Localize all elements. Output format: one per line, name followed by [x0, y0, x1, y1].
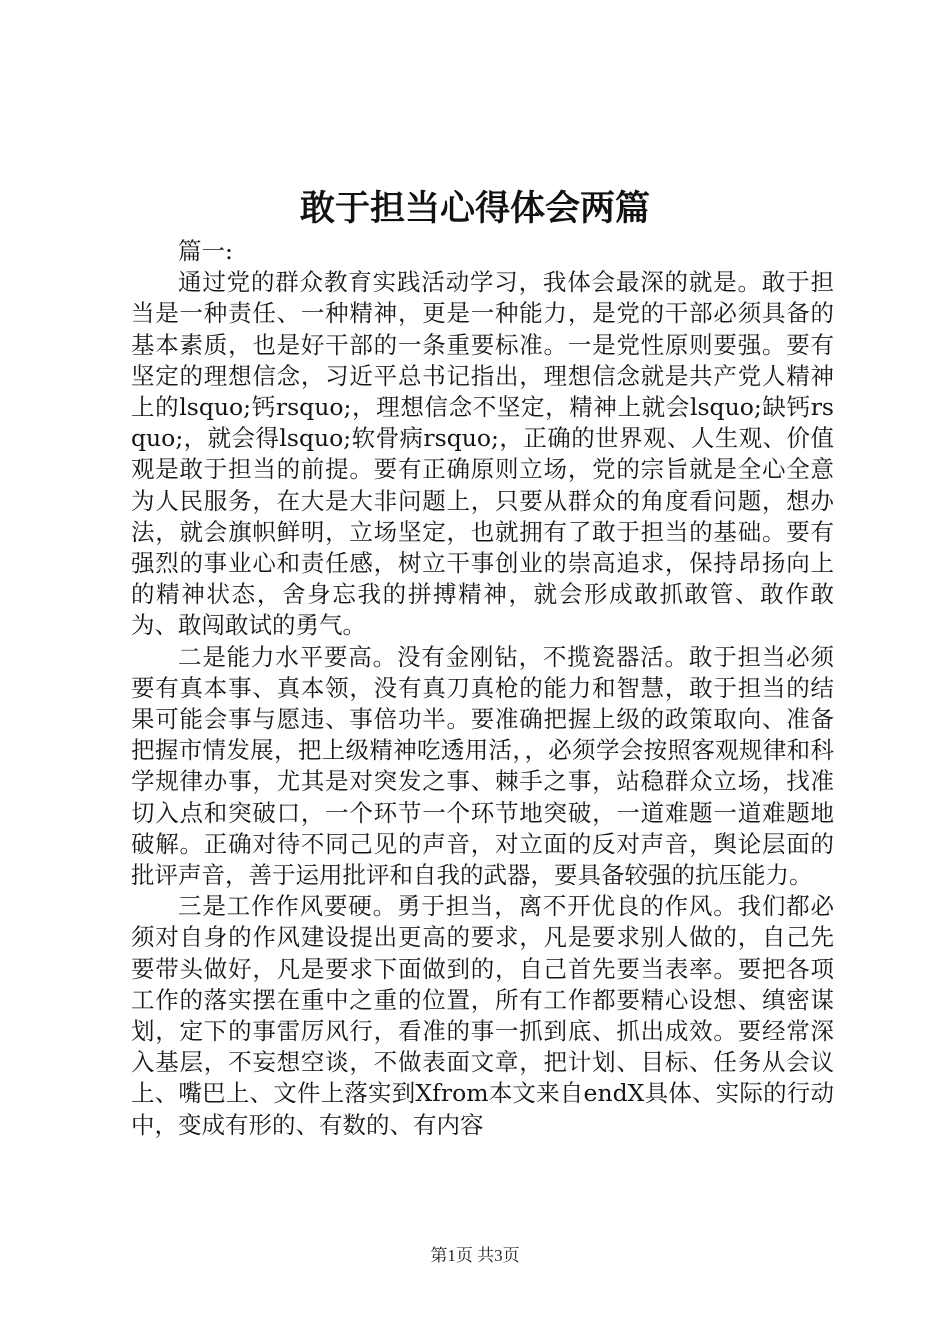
- document-body: [131, 236, 834, 1141]
- document-title: 敢于担当心得体会两篇: [299, 188, 650, 229]
- page-number-footer: 第1页 共3页: [430, 1246, 520, 1265]
- body-paragraph: 二是能力水平要高。没有金刚钻，不揽瓷器活。敢于担当必须要有真本事、真本领，没有真刀真枪的能力和智慧，敢于担当的结果可能会事与愿违、事倍功半。要准确把握上级的政策取向、准备把握市情发展，把上级精神吃透用活，，必须学会按照客观规律和科学规律办事，尤其是对突发之事、棘手之事，站稳群众立场，找准切入点和突破口，一个环节一个环节地突破，一道难题一道难题地破解。正确对待不同己见的声音，对立面的反对声音，舆论层面的批评声音，善于运用批评和自我的武器，要具备较强的抗压能力。: [131, 642, 834, 890]
- body-paragraph: 三是工作作风要硬。勇于担当，离不开优良的作风。我们都必须对自身的作风建设提出更高的要求，凡是要求别人做的，自己先要带头做好，凡是要求下面做到的，自己首先要当表率。要把各项工作的落实摆在重中之重的位置，所有工作都要精心设想、缜密谋划，定下的事雷厉风行，看准的事一抓到底、抓出成效。要经常深入基层，不妄想空谈，不做表面文章，把计划、目标、任务从会议上、嘴巴上、文件上落实到Xfrom本文来自endX具体、实际的行动中，变成有形的、有数的、有内容: [131, 892, 834, 1139]
- section-heading: 篇一:: [178, 237, 233, 265]
- body-paragraph: 通过党的群众教育实践活动学习，我体会最深的就是。敢于担当是一种责任、一种精神，更是一种能力，是党的干部必须具备的基本素质，也是好干部的一条重要标准。一是党性原则要强。要有坚定的理想信念，习近平总书记指出，理想信念就是共产党人精神上的lsquo;钙rsquo;，理想信念不坚定，精神上就会lsquo;缺钙rsquo;，就会得lsquo;软骨病rsquo;，正确的世界观、人生观、价值观是敢于担当的前提。要有正确原则立场，党的宗旨就是全心全意为人民服务，在大是大非问题上，只要从群众的角度看问题，想办法，就会旗帜鲜明，立场坚定，也就拥有了敢于担当的基础。要有强烈的事业心和责任感，树立干事创业的崇高追求，保持昂扬向上的精神状态，舍身忘我的拼搏精神，就会形成敢抓敢管、敢作敢为、敢闯敢试的勇气。: [131, 268, 834, 640]
